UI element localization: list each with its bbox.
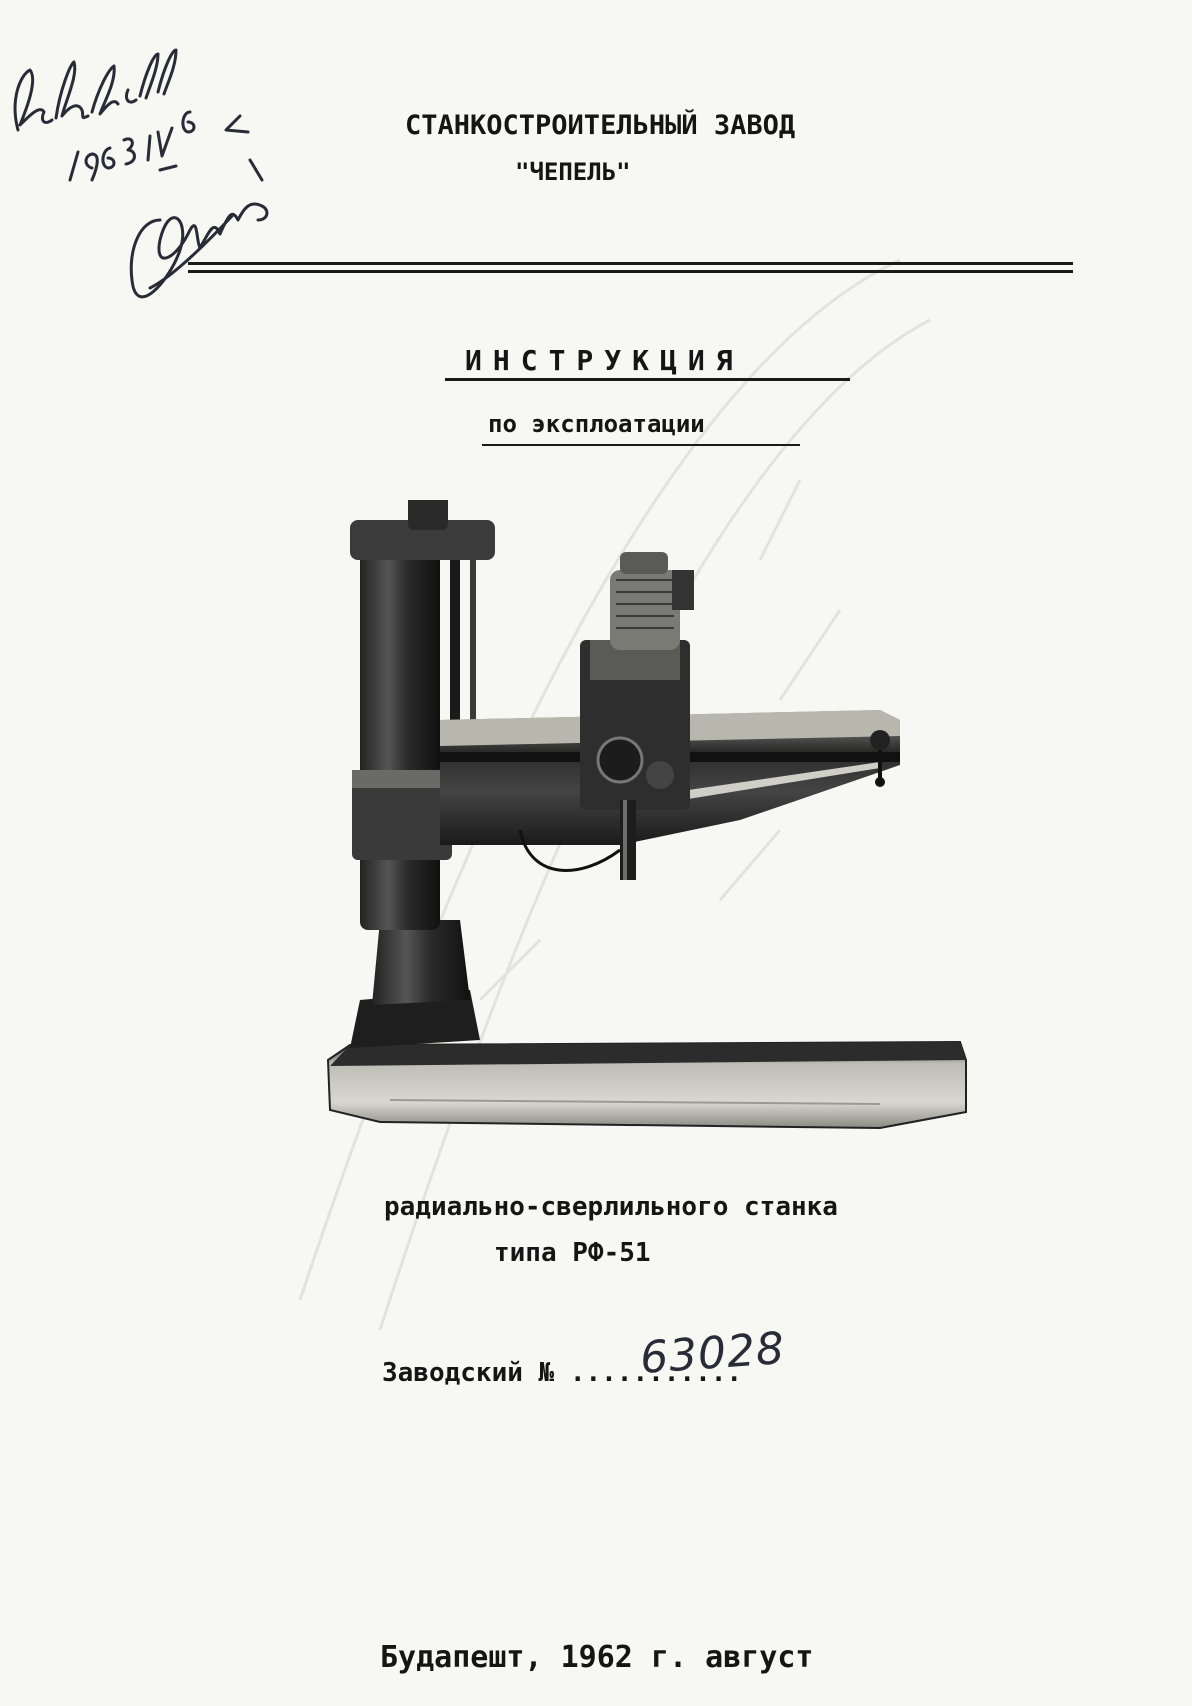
- place-and-date: Будапешт, 1962 г. август: [380, 1640, 814, 1675]
- radial-drilling-machine-photo: [320, 500, 980, 1160]
- serial-number-label: Заводский № ...........: [382, 1358, 743, 1388]
- title-underline: [445, 378, 850, 381]
- document-title: ИНСТРУКЦИЯ: [465, 344, 744, 377]
- factory-brand: "ЧЕПЕЛЬ": [515, 158, 631, 186]
- handwritten-annotation: [0, 20, 300, 340]
- document-subtitle: по эксплоатации: [488, 410, 705, 438]
- machine-description: радиально-сверлильного станка: [384, 1192, 838, 1222]
- serial-number-handwritten: 63028: [638, 1323, 787, 1384]
- header-double-rule: [188, 262, 1073, 274]
- subtitle-underline: [482, 444, 800, 446]
- machine-model: типа РФ-51: [494, 1238, 651, 1268]
- factory-name: СТАНКОСТРОИТЕЛЬНЫЙ ЗАВОД: [405, 110, 796, 141]
